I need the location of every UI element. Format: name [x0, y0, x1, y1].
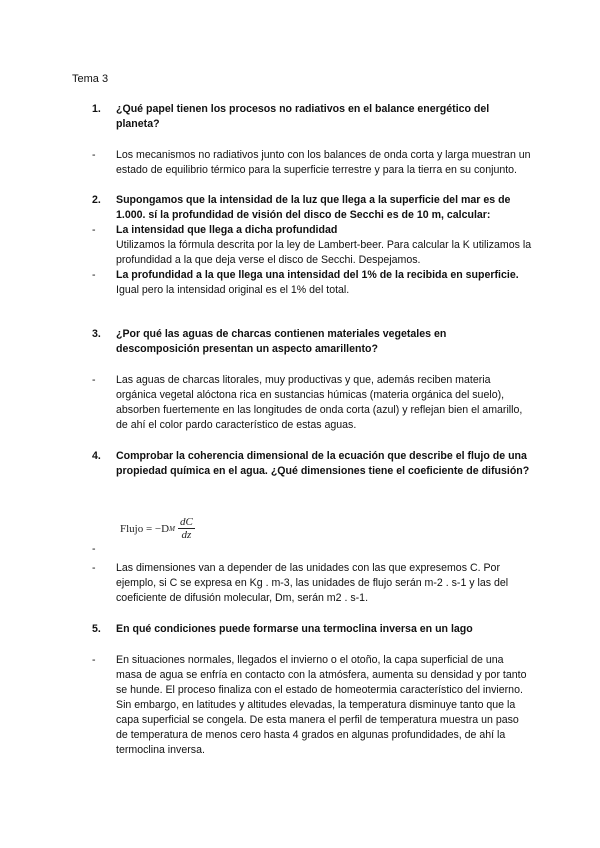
subquestion-2b	[72, 268, 532, 298]
formula-denominator: dz	[181, 529, 192, 541]
formula-lhs: Flujo = −D	[120, 522, 170, 535]
question-2	[72, 193, 532, 223]
bullet-dash: -	[92, 269, 96, 281]
bullet-dash: -	[92, 562, 96, 574]
question-number: 1.	[92, 103, 101, 115]
answer-text: Las aguas de charcas litorales, muy productivas y que, además reciben materia orgánica vegetal alóctona rica en sustancias húmicas (materia orgánica del suelo), absorben fuertemente en las longitudes de onda corta (azul) y reflejan bien el amarillo, de ahí el color pardo característico de estas aguas.	[116, 374, 523, 431]
formula-numerator: dC	[179, 516, 193, 528]
bullet-dash: -	[92, 224, 96, 236]
answer-3	[72, 373, 532, 433]
document-title: Tema 3	[72, 73, 109, 85]
bullet-dash: -	[92, 543, 96, 555]
answer-text: Las dimensiones van a depender de las unidades con las que expresemos C. Por ejemplo, si C se expresa en Kg . m-3, las unidades de flujo serán m-2 . s-1 y las del coeficiente de difusión molecular, Dm, serán m2 . s-1.	[116, 562, 509, 604]
question-text: Comprobar la coherencia dimensional de la ecuación que describe el flujo de una propiedad química en el agua. ¿Qué dimensiones tiene el coeficiente de difusión?	[116, 450, 530, 477]
question-number: 2.	[92, 194, 101, 206]
question-number: 3.	[92, 328, 101, 340]
formula-fraction	[178, 516, 195, 541]
bullet-dash: -	[92, 149, 96, 161]
question-5	[72, 622, 532, 637]
question-text: Supongamos que la intensidad de la luz que llega a la superficie del mar es de 1.000. sí la profundidad de visión del disco de Secchi es de 10 m, calcular:	[116, 194, 511, 221]
subquestion-2a	[72, 223, 532, 268]
answer-5	[72, 653, 532, 758]
answer-text: Los mecanismos no radiativos junto con los balances de onda corta y larga muestran un estado de equilibrio térmico para la superficie terrestre y para la tierra en su conjunto.	[116, 149, 531, 176]
question-number: 5.	[92, 623, 101, 635]
question-number: 4.	[92, 450, 101, 462]
formula-subscript: M	[169, 524, 175, 533]
answer-4	[72, 561, 532, 606]
bullet-dash: -	[92, 654, 96, 666]
answer-1	[72, 148, 532, 178]
question-text: ¿Qué papel tienen los procesos no radiativos en el balance energético del planeta?	[116, 103, 490, 130]
question-1	[72, 102, 532, 132]
subquestion-text: La profundidad a la que llega una intensidad del 1% de la recibida en superficie.	[116, 269, 519, 281]
bullet-dash: -	[92, 374, 96, 386]
diffusion-formula	[120, 516, 195, 541]
question-3	[72, 327, 532, 357]
answer-text-continued: Sin embargo, en latitudes y altitudes elevadas, la temperatura disminuye tanto que la capa superficial se congela. De esta manera el perfil de temperatura muestra un paso de temperatura de menos cero hasta 4 grados en algunas profundidades, de ahí la termoclina inversa.	[116, 699, 519, 756]
question-text: ¿Por qué las aguas de charcas contienen materiales vegetales en descomposición presentan un aspecto amarillento?	[116, 328, 447, 355]
question-4	[72, 449, 532, 479]
answer-text: Utilizamos la fórmula descrita por la ley de Lambert-beer. Para calcular la K utilizamos la profundidad a la que deja verse el disco de Secchi. Despejamos.	[116, 239, 532, 266]
subquestion-text: La intensidad que llega a dicha profundidad	[116, 224, 338, 236]
question-text: En qué condiciones puede formarse una termoclina inversa en un lago	[116, 623, 473, 635]
answer-text: Igual pero la intensidad original es el 1% del total.	[116, 284, 350, 296]
answer-text: En situaciones normales, llegados el invierno o el otoño, la capa superficial de una masa de agua se enfría en contacto con la atmósfera, aumenta su densidad y por tanto se hunde. El proceso finaliza con el estado de homeotermia característico del invierno.	[116, 654, 527, 696]
